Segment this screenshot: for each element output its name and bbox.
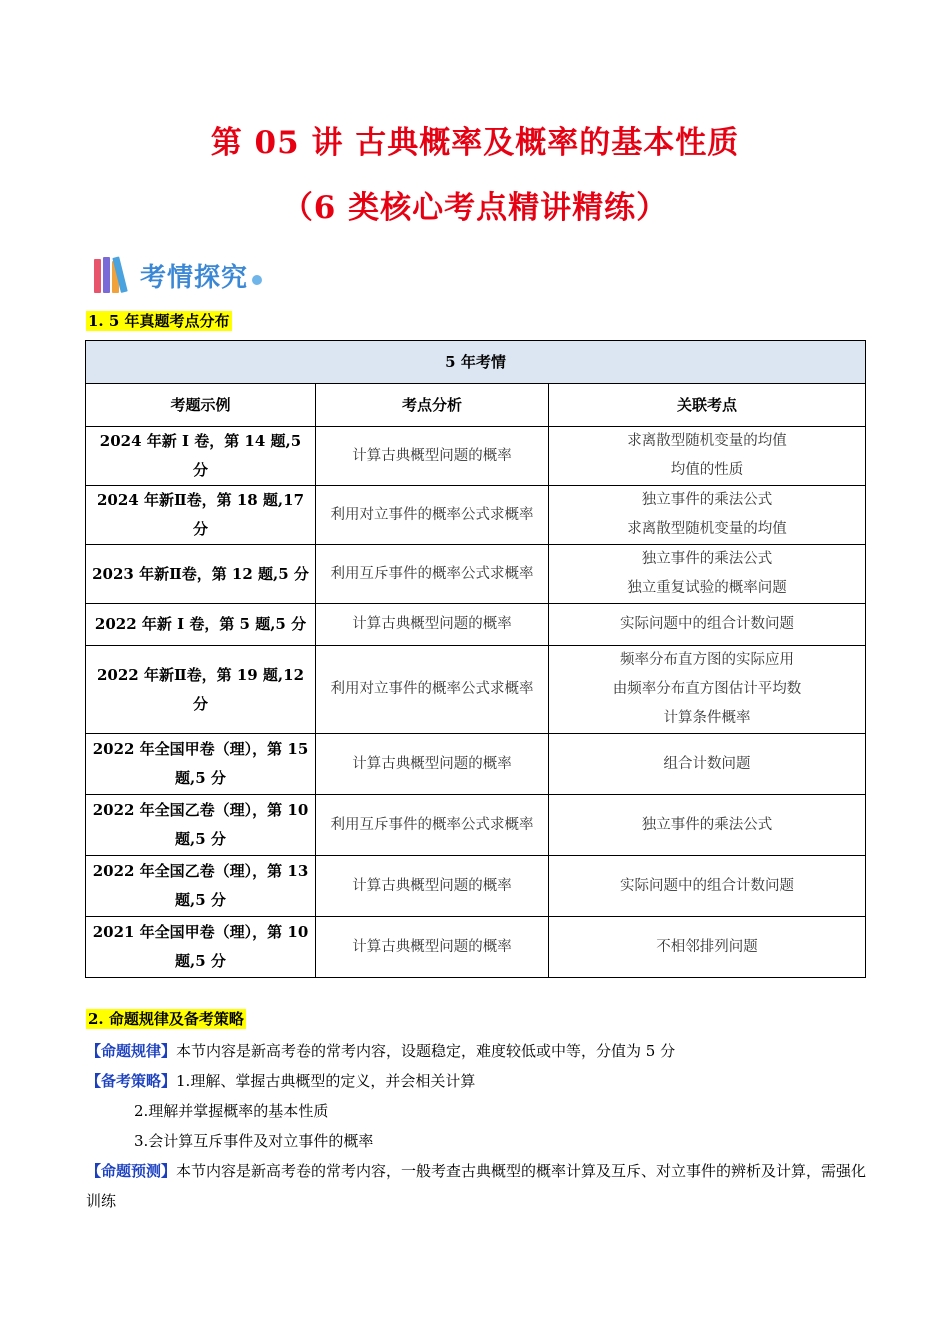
strategy-tag: 【备考策略】 — [86, 1072, 177, 1090]
heading-exam-distribution: 1. 5 年真题考点分布 — [88, 312, 230, 330]
title-line-2: （6 类核心考点精讲精练） — [281, 190, 669, 226]
table-row — [86, 795, 866, 856]
exam-cell: 2024 年新 I 卷，第 14 题,5 分 — [86, 427, 316, 486]
badge-dot-icon — [252, 275, 262, 285]
column-header: 考题示例 — [86, 384, 316, 427]
exam-cell: 2022 年新 I 卷，第 5 题,5 分 — [86, 604, 316, 646]
related-item: 实际问题中的组合计数问题 — [620, 616, 795, 632]
related-cell — [549, 917, 866, 978]
strategy-item: 1.理解、掌握古典概型的定义，并会相关计算 — [176, 1072, 476, 1090]
related-item: 均值的性质 — [670, 462, 744, 478]
related-cell — [549, 486, 866, 545]
predict-tag: 【命题预测】 — [86, 1162, 177, 1180]
exam-cell: 2023 年新Ⅱ卷，第 12 题,5 分 — [86, 545, 316, 604]
related-cell — [549, 427, 866, 486]
law-tag: 【命题规律】 — [86, 1042, 177, 1060]
related-item: 求离散型随机变量的均值 — [627, 521, 787, 537]
section-badge — [92, 252, 262, 298]
analysis-cell: 计算古典概型问题的概率 — [316, 856, 549, 917]
table-row — [86, 604, 866, 646]
related-cell — [549, 604, 866, 646]
law-paragraph — [86, 1036, 868, 1066]
related-item: 独立重复试验的概率问题 — [627, 580, 787, 596]
table-row — [86, 646, 866, 734]
related-cell — [549, 795, 866, 856]
related-cell — [549, 545, 866, 604]
analysis-cell: 利用对立事件的概率公式求概率 — [316, 646, 549, 734]
analysis-cell: 计算古典概型问题的概率 — [316, 604, 549, 646]
related-item: 组合计数问题 — [663, 755, 751, 772]
table-row — [86, 856, 866, 917]
analysis-cell: 计算古典概型问题的概率 — [316, 917, 549, 978]
related-item: 独立事件的乘法公式 — [641, 492, 773, 508]
column-header: 关联考点 — [549, 384, 866, 427]
books-icon — [92, 255, 136, 295]
exam-cell: 2024 年新Ⅱ卷，第 18 题,17 分 — [86, 486, 316, 545]
related-item: 不相邻排列问题 — [656, 938, 758, 955]
predict-text: 本节内容是新高考卷的常考内容，一般考查古典概型的概率计算及互斥、对立事件的辨析及计算，需强化训练 — [86, 1162, 867, 1210]
strategy-item: 2.理解并掌握概率的基本性质 — [134, 1102, 329, 1120]
exam-cell: 2022 年全国乙卷（理），第 13 题,5 分 — [86, 856, 316, 917]
column-header: 考点分析 — [316, 384, 549, 427]
table-row — [86, 427, 866, 486]
exam-cell: 2021 年全国甲卷（理），第 10 题,5 分 — [86, 917, 316, 978]
law-text: 本节内容是新高考卷的常考内容，设题稳定，难度较低或中等，分值为 5 分 — [176, 1042, 676, 1060]
exam-cell: 2022 年全国乙卷（理），第 10 题,5 分 — [86, 795, 316, 856]
analysis-cell: 计算古典概型问题的概率 — [316, 427, 549, 486]
related-cell — [549, 646, 866, 734]
exam-table — [85, 340, 866, 978]
related-cell — [549, 856, 866, 917]
exam-cell: 2022 年新Ⅱ卷，第 19 题,12 分 — [86, 646, 316, 734]
analysis-cell: 利用对立事件的概率公式求概率 — [316, 486, 549, 545]
related-cell — [549, 734, 866, 795]
exam-cell: 2022 年全国甲卷（理），第 15 题,5 分 — [86, 734, 316, 795]
table-row — [86, 917, 866, 978]
strategy-paragraph — [86, 1066, 868, 1096]
related-item: 求离散型随机变量的均值 — [627, 433, 787, 449]
predict-paragraph — [86, 1156, 868, 1216]
analysis-cell: 计算古典概型问题的概率 — [316, 734, 549, 795]
related-item: 频率分布直方图的实际应用 — [620, 652, 795, 668]
heading-strategy: 2. 命题规律及备考策略 — [88, 1010, 244, 1028]
table-caption: 5 年考情 — [86, 341, 866, 384]
related-item: 实际问题中的组合计数问题 — [620, 877, 795, 894]
related-item: 独立事件的乘法公式 — [641, 551, 773, 567]
analysis-cell: 利用互斥事件的概率公式求概率 — [316, 545, 549, 604]
related-item: 独立事件的乘法公式 — [641, 816, 773, 833]
table-row — [86, 486, 866, 545]
section-badge-label: 考情探究 — [140, 262, 249, 293]
table-row — [86, 734, 866, 795]
strategy-item: 3.会计算互斥事件及对立事件的概率 — [134, 1132, 374, 1150]
table-row — [86, 545, 866, 604]
title-line-1: 第 05 讲 古典概率及概率的基本性质 — [210, 125, 740, 161]
related-item: 计算条件概率 — [663, 710, 751, 726]
analysis-cell: 利用互斥事件的概率公式求概率 — [316, 795, 549, 856]
related-item: 由频率分布直方图估计平均数 — [612, 681, 802, 697]
